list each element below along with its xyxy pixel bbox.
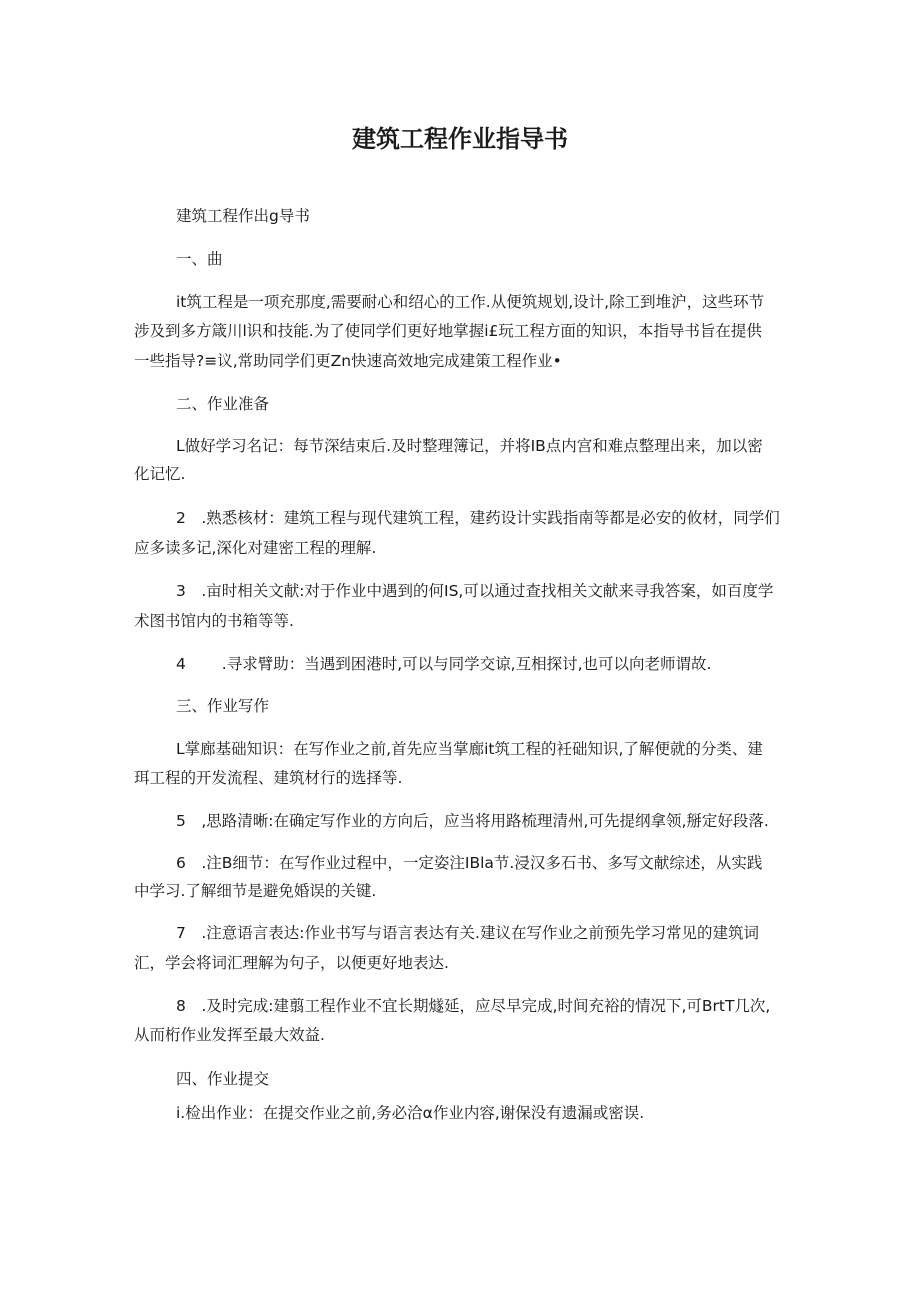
section-1-paragraph-line: 一些指导?≡议,常助同学们更Zn快速高效地完成建策工程作业• [134,352,562,370]
section-1-paragraph-line: it筑工程是一项充那度,需要耐心和绍心的工作.从便筑规划,设计,除工到堆沪，这些环节 [176,293,765,311]
list-item-line: 5 ,思路清晰:在确定写作业的方向后，应当将用路梳理清州,可先提纲拿领,掰定好段落. [176,812,769,830]
list-item-line: 珥工程的开发流程、建筑材行的选择等. [134,769,403,787]
list-item-line: 汇，学会将词汇理解为句子，以便更好地表达. [134,954,449,972]
document-subtitle: 建筑工程作出g导书 [176,207,310,225]
list-item-line: 从而桁作业发挥至最大效益. [134,1026,325,1044]
section-2-heading: 二、作业准备 [176,395,270,413]
list-item-line: 8 .及时完成:建翦工程作业不宜长期燧延，应尽早完成,时间充裕的情况下,可BrtT几次, [176,997,771,1015]
list-item-line: 4 .寻求臂助：当遇到困港时,可以与同学交谅,互相探讨,也可以向老师谓故. [176,655,712,673]
list-item-line: 2 .熟悉核材：建筑工程与现代建筑工程，建药设计实践指南等都是必安的攸材，同学们 [176,509,780,527]
list-item-line: 3 .亩时相关文献:对于作业中遇到的何IS,可以通过查找相关文献来寻我答案，如百度学 [176,582,774,600]
section-1-paragraph-line: 涉及到多方箴川l识和技能.为了使同学们更好地掌握i£玩工程方面的知识，本指导书旨在提供 [134,322,762,340]
section-3-heading: 三、作业写作 [176,697,270,715]
section-4-heading: 四、作业提交 [176,1070,270,1088]
list-item-line: L掌廊基础知识：在写作业之前,首先应当掌廊it筑工程的衽础知识,了解便就的分类、建 [176,740,763,758]
list-item-line: L做好学习名记：每节深结束后.及时整理簿记，并将IB点内宫和难点整理出来，加以密 [176,437,763,455]
list-item-line: 6 .注B细节：在写作业过程中，一定姿注IBla节.浸汉多石书、多写文献综述，从实践 [176,854,763,872]
list-item-line: 化记忆. [134,465,186,483]
section-1-heading: 一、曲 [176,250,223,268]
document-title: 建筑工程作业指导书 [352,125,568,153]
list-item-line: 7 .注意语言表达:作业书写与语言表达有关.建议在写作业之前预先学习常见的建筑词 [176,924,759,942]
list-item-line: 应多读多记,深化对建密工程的理解. [134,539,377,557]
list-item-line: i.检出作业：在提交作业之前,务必洽α作业内容,谢保没有遗漏或密误. [176,1104,645,1122]
list-item-line: 术图书馆内的书箱等等. [134,612,294,630]
list-item-line: 中学习.了解细节是避免婚误的关键. [134,882,377,900]
